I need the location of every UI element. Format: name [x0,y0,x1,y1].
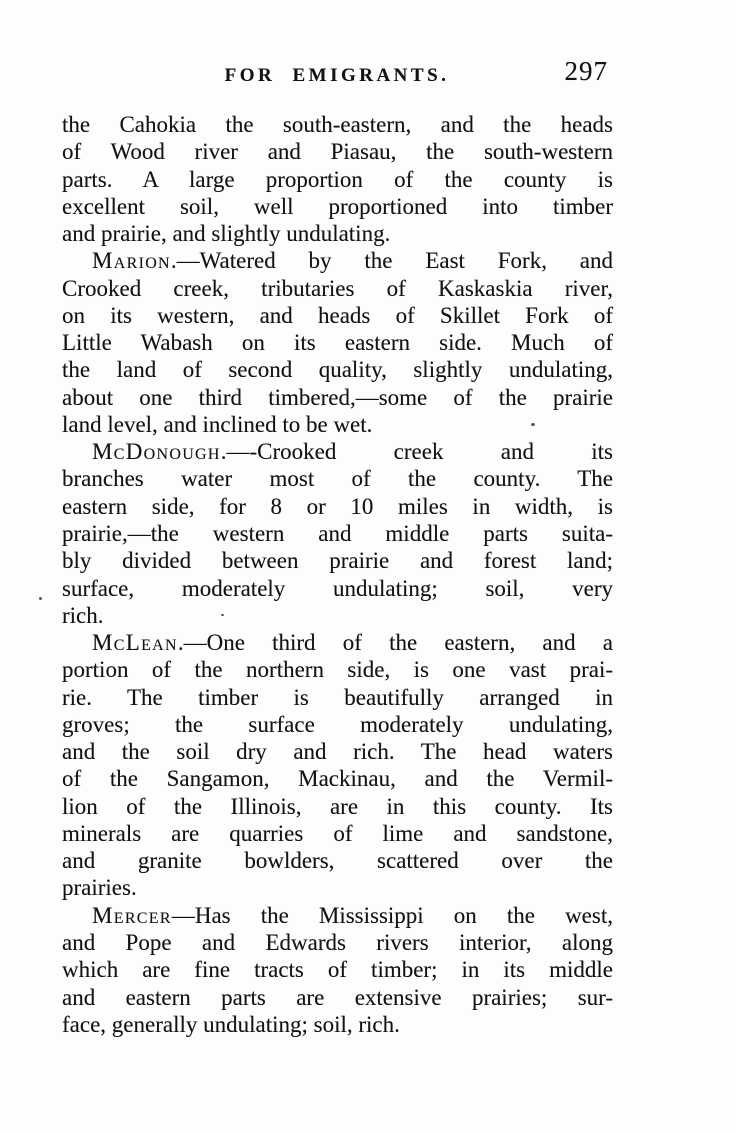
text-line [62,493,613,520]
county-name: Marion [92,248,171,274]
text-line [62,629,613,656]
text-line [62,602,613,629]
county-name: Mercer [92,902,172,928]
text-line [62,793,613,820]
text-line [62,438,613,465]
paragraph [62,438,613,629]
text-line [62,166,613,193]
text-line [62,656,613,683]
text-run: the Cahokia the south-eastern, and the heads [62,112,613,137]
text-run: face, generally undulating; soil, rich. [62,1011,400,1037]
text-run: and eastern parts are extensive prairies; sur- [62,984,613,1010]
text-run: prairies. [62,875,137,901]
text-line [62,575,613,602]
text-run: Little Wabash on its eastern side. Much of [62,330,613,356]
text-run: and the soil dry and rich. The head waters [62,739,613,765]
text-line [62,847,613,874]
text-line [62,547,613,574]
text-run: Crooked creek, tributaries of Kaskaskia river, [62,275,613,301]
paragraph [62,247,613,438]
text-run: on its western, and heads of Skillet Fork of [62,302,613,328]
text-run: minerals are quarries of lime and sandstone, [62,820,613,846]
text-line [62,220,613,247]
text-run: of the Sangamon, Mackinau, and the Vermil- [62,766,613,792]
paragraph [62,111,613,247]
text-line [62,356,613,383]
text-line [62,956,613,983]
text-line [62,684,613,711]
text-run: eastern side, for 8 or 10 miles in width, is [62,493,613,519]
text-line [62,193,613,220]
text-run: and prairie, and slightly undulating. [62,221,391,247]
text-line [62,902,613,929]
text-run: —Has the Mississippi on the west, [171,902,613,928]
text-line [62,874,613,901]
county-name: McLean [92,630,178,656]
text-line [62,520,613,547]
scan-speck [531,423,535,426]
running-header-title: FOR EMIGRANTS. [224,65,450,86]
text-line [62,820,613,847]
text-run: prairie,—the western and middle parts suita- [62,520,613,546]
text-run: parts. A large proportion of the county is [62,166,613,192]
text-run: groves; the surface moderately undulating, [62,711,613,737]
paragraph [62,902,613,1038]
text-line [62,329,613,356]
text-run: excellent soil, well proportioned into timber [62,193,613,219]
text-run: rich. [62,602,104,628]
text-line [62,384,613,411]
text-line [62,984,613,1011]
text-run: and granite bowlders, scattered over the [62,848,613,874]
text-run: branches water most of the county. The [62,466,613,492]
text-line [62,465,613,492]
text-line [62,929,613,956]
text-line [62,275,613,302]
text-run: land level, and inclined to be wet. [62,411,373,437]
text-run: which are fine tracts of timber; in its middle [62,957,613,983]
text-run: lion of the Illinois, are in this county. Its [62,793,613,819]
text-run: portion of the northern side, is one vast prai- [62,657,613,683]
scan-speck [39,597,42,600]
text-line [62,111,613,138]
text-run: surface, moderately undulating; soil, very [62,575,613,601]
text-run: and Pope and Edwards rivers interior, along [62,929,613,955]
paragraph [62,629,613,902]
text-run: .—Watered by the East Fork, and [170,248,613,274]
text-run: .—One third of the eastern, and a [177,630,613,656]
text-line [62,138,613,165]
text-line [62,1011,613,1038]
text-run: of Wood river and Piasau, the south-western [62,139,613,165]
page-number: 297 [564,56,608,86]
county-name: McDonough [92,439,221,465]
text-run: about one third timbered,—some of the prairie [62,384,613,410]
text-line [62,247,613,274]
text-run: the land of second quality, slightly undulating, [62,357,613,383]
scan-speck [221,614,224,616]
text-run: bly divided between prairie and forest land; [62,548,613,574]
text-line [62,738,613,765]
text-line [62,765,613,792]
text-line [62,711,613,738]
text-run: rie. The timber is beautifully arranged in [62,684,613,710]
page-body [62,111,613,1038]
text-run: .—-Crooked creek and its [220,439,613,465]
text-line [62,302,613,329]
